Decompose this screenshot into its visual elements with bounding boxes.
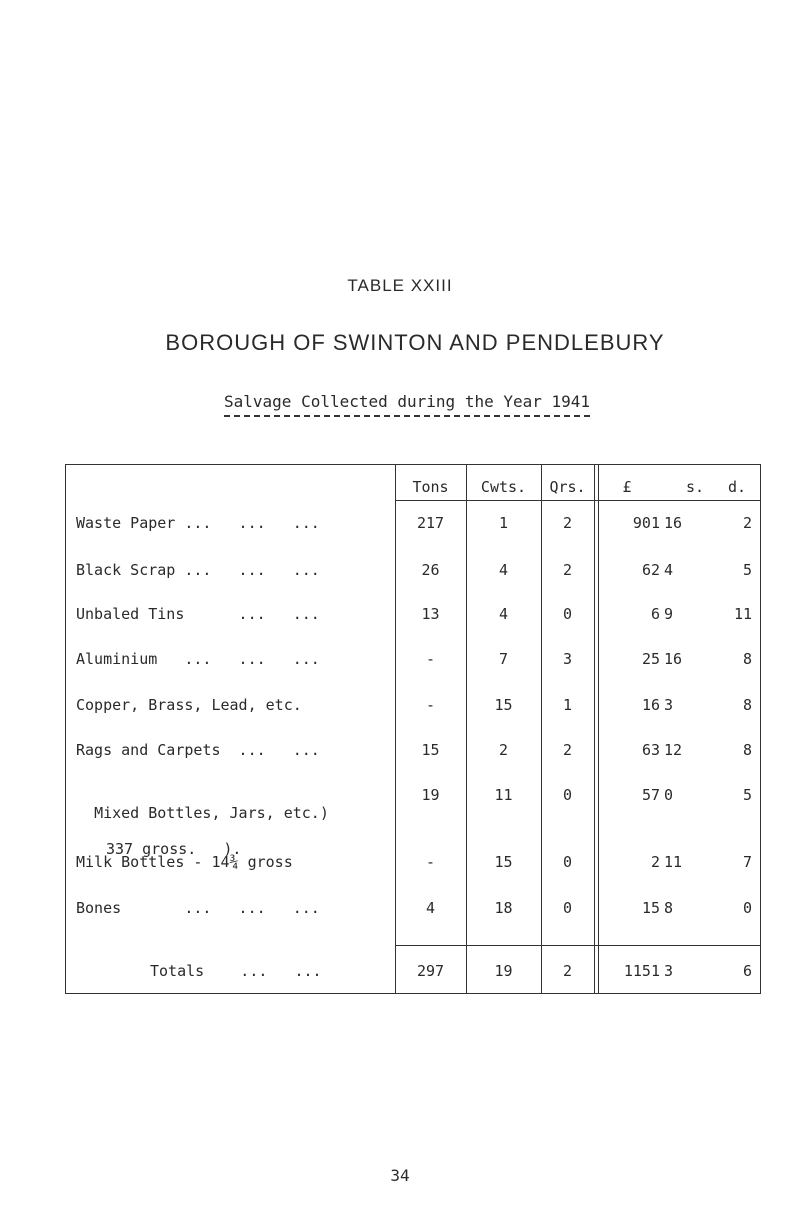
cell-tons: - xyxy=(425,853,436,871)
cell-shillings: 16 xyxy=(664,650,683,668)
cell-qrs: 2 xyxy=(562,741,573,759)
cell-cwts: 4 xyxy=(498,605,509,623)
total-shillings: 3 xyxy=(664,962,674,980)
cell-pence: 2 xyxy=(742,514,752,532)
column-divider xyxy=(594,464,595,994)
cell-cwts: 15 xyxy=(494,696,513,714)
cell-pence: 8 xyxy=(742,741,752,759)
total-pence: 6 xyxy=(742,962,752,980)
cell-shillings: 3 xyxy=(664,696,674,714)
table-subtitle: Salvage Collected during the Year 1941 xyxy=(224,392,590,417)
row-label-line2: 337 gross. ). xyxy=(106,840,242,858)
header-pence: d. xyxy=(727,478,747,496)
row-label: Milk Bottles - 14¾ gross xyxy=(76,853,293,871)
cell-tons: 19 xyxy=(421,786,440,804)
cell-shillings: 8 xyxy=(664,899,674,917)
table-number: TABLE XXIII xyxy=(347,276,453,295)
cell-pounds: 63 xyxy=(641,741,660,759)
cell-tons: 15 xyxy=(421,741,440,759)
row-label-line1: Mixed Bottles, Jars, etc.) xyxy=(94,804,329,822)
header-tons: Tons xyxy=(412,478,449,496)
cell-pounds: 2 xyxy=(650,853,660,871)
cell-shillings: 0 xyxy=(664,786,674,804)
cell-shillings: 16 xyxy=(664,514,683,532)
cell-qrs: 3 xyxy=(562,650,573,668)
cell-pounds: 901 xyxy=(632,514,660,532)
cell-qrs: 2 xyxy=(562,514,573,532)
cell-tons: 13 xyxy=(421,605,440,623)
header-qrs: Qrs. xyxy=(549,478,586,496)
cell-cwts: 15 xyxy=(494,853,513,871)
cell-qrs: 0 xyxy=(562,853,573,871)
cell-tons: - xyxy=(425,696,436,714)
cell-pounds: 6 xyxy=(650,605,660,623)
header-rule xyxy=(395,500,761,501)
row-label: Aluminium ... ... ... xyxy=(76,650,320,668)
cell-tons: 4 xyxy=(425,899,436,917)
cell-qrs: 0 xyxy=(562,605,573,623)
cell-pounds: 16 xyxy=(641,696,660,714)
cell-cwts: 4 xyxy=(498,561,509,579)
cell-tons: 217 xyxy=(416,514,445,532)
row-label: Bones ... ... ... xyxy=(76,899,320,917)
cell-shillings: 9 xyxy=(664,605,674,623)
header-shillings: s. xyxy=(685,478,705,496)
row-label: Rags and Carpets ... ... xyxy=(76,741,320,759)
header-cwts: Cwts. xyxy=(480,478,527,496)
cell-pounds: 57 xyxy=(641,786,660,804)
cell-shillings: 12 xyxy=(664,741,683,759)
cell-shillings: 11 xyxy=(664,853,683,871)
cell-cwts: 18 xyxy=(494,899,513,917)
cell-pounds: 25 xyxy=(641,650,660,668)
cell-qrs: 2 xyxy=(562,561,573,579)
totals-label: Totals ... ... xyxy=(150,962,322,980)
cell-pence: 8 xyxy=(742,650,752,668)
cell-pounds: 15 xyxy=(641,899,660,917)
cell-tons: 26 xyxy=(421,561,440,579)
borough-heading: BOROUGH OF SWINTON AND PENDLEBURY xyxy=(165,330,665,355)
cell-pence: 5 xyxy=(742,561,752,579)
total-cwts: 19 xyxy=(494,962,513,980)
row-label: Unbaled Tins ... ... xyxy=(76,605,320,623)
header-pounds: £ xyxy=(622,478,632,496)
cell-cwts: 7 xyxy=(498,650,509,668)
cell-shillings: 4 xyxy=(664,561,674,579)
cell-qrs: 1 xyxy=(562,696,573,714)
cell-cwts: 2 xyxy=(498,741,509,759)
row-label: Copper, Brass, Lead, etc. xyxy=(76,696,302,714)
total-qrs: 2 xyxy=(562,962,573,980)
cell-pence: 8 xyxy=(742,696,752,714)
row-label: Waste Paper ... ... ... xyxy=(76,514,320,532)
cell-pence: 7 xyxy=(742,853,752,871)
cell-pence: 0 xyxy=(742,899,752,917)
cell-qrs: 0 xyxy=(562,899,573,917)
total-pounds: 1151 xyxy=(623,962,660,980)
cell-pence: 11 xyxy=(733,605,752,623)
cell-tons: - xyxy=(425,650,436,668)
total-tons: 297 xyxy=(416,962,445,980)
totals-rule xyxy=(395,945,761,946)
row-label: Black Scrap ... ... ... xyxy=(76,561,320,579)
cell-qrs: 0 xyxy=(562,786,573,804)
cell-pence: 5 xyxy=(742,786,752,804)
page-number: 34 xyxy=(390,1166,410,1185)
cell-cwts: 1 xyxy=(498,514,509,532)
cell-cwts: 11 xyxy=(494,786,513,804)
cell-pounds: 62 xyxy=(641,561,660,579)
